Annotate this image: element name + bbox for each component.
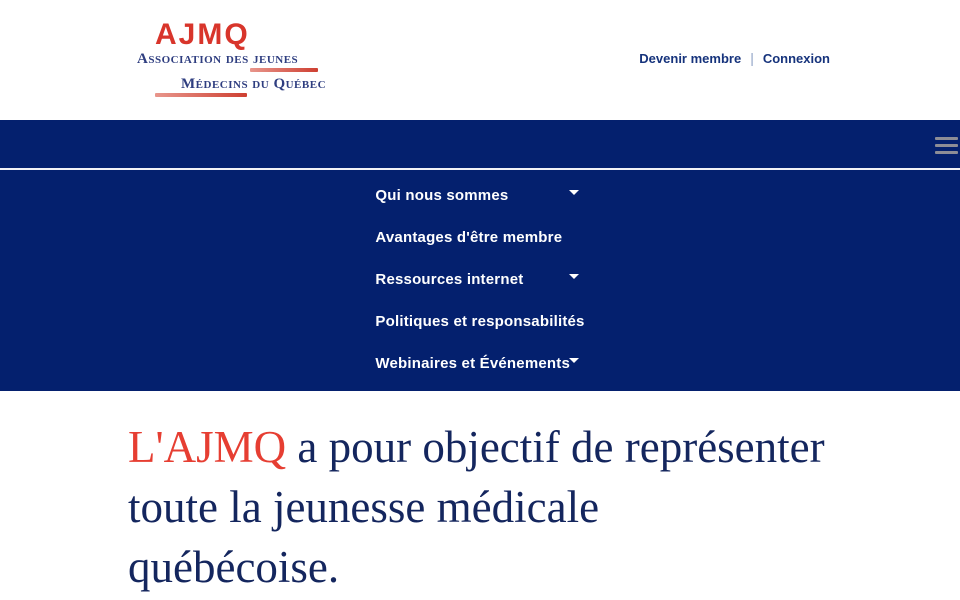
- hero-line-1: [128, 417, 960, 477]
- menu-item-politiques[interactable]: [375, 301, 584, 343]
- menu-item-ressources-internet[interactable]: [375, 259, 584, 301]
- hero-line-2: toute la jeunesse médicale: [128, 482, 600, 532]
- devenir-membre-link[interactable]: Devenir membre: [639, 50, 742, 66]
- ajmq-logo[interactable]: [137, 20, 327, 97]
- links-separator: |: [750, 50, 754, 66]
- chevron-down-icon: [569, 274, 579, 279]
- hamburger-bar: [935, 144, 958, 147]
- menu-item-label: Qui nous sommes: [375, 187, 509, 204]
- header-links: [639, 50, 830, 66]
- hero-section: [0, 391, 960, 597]
- chevron-down-icon: [569, 190, 579, 195]
- logo-line-association: Association des jeunes: [137, 51, 299, 67]
- menu-item-label: Webinaires et Événements: [375, 355, 571, 372]
- hamburger-bar: [935, 137, 958, 140]
- hamburger-bar: [935, 151, 958, 154]
- hero-line-1-rest: a pour objectif de représenter: [286, 422, 825, 472]
- expanded-menu-panel: [0, 170, 960, 391]
- hero-line-3: québécoise.: [128, 542, 340, 592]
- menu-item-qui-nous-sommes[interactable]: [375, 175, 584, 217]
- logo-red-bar-top: [250, 68, 318, 72]
- menu-item-label: Politiques et responsabilités: [375, 313, 585, 330]
- menu-list: [375, 175, 584, 385]
- hero-highlight: L'AJMQ: [128, 422, 287, 472]
- menu-item-label: Ressources internet: [375, 271, 524, 288]
- chevron-down-icon: [569, 358, 579, 363]
- connexion-link[interactable]: Connexion: [762, 50, 830, 66]
- site-header: [0, 0, 960, 120]
- menu-item-label: Avantages d'être membre: [375, 229, 563, 246]
- menu-item-avantages[interactable]: [375, 217, 584, 259]
- logo-red-bar-bottom: [155, 93, 247, 97]
- logo-line-medecins: Médecins du Québec: [181, 76, 327, 92]
- page-title: [128, 417, 960, 597]
- hamburger-menu-icon[interactable]: [935, 137, 958, 154]
- logo-acronym: AJMQ: [155, 18, 250, 51]
- main-navbar: [0, 120, 960, 170]
- menu-item-webinaires[interactable]: [375, 343, 584, 385]
